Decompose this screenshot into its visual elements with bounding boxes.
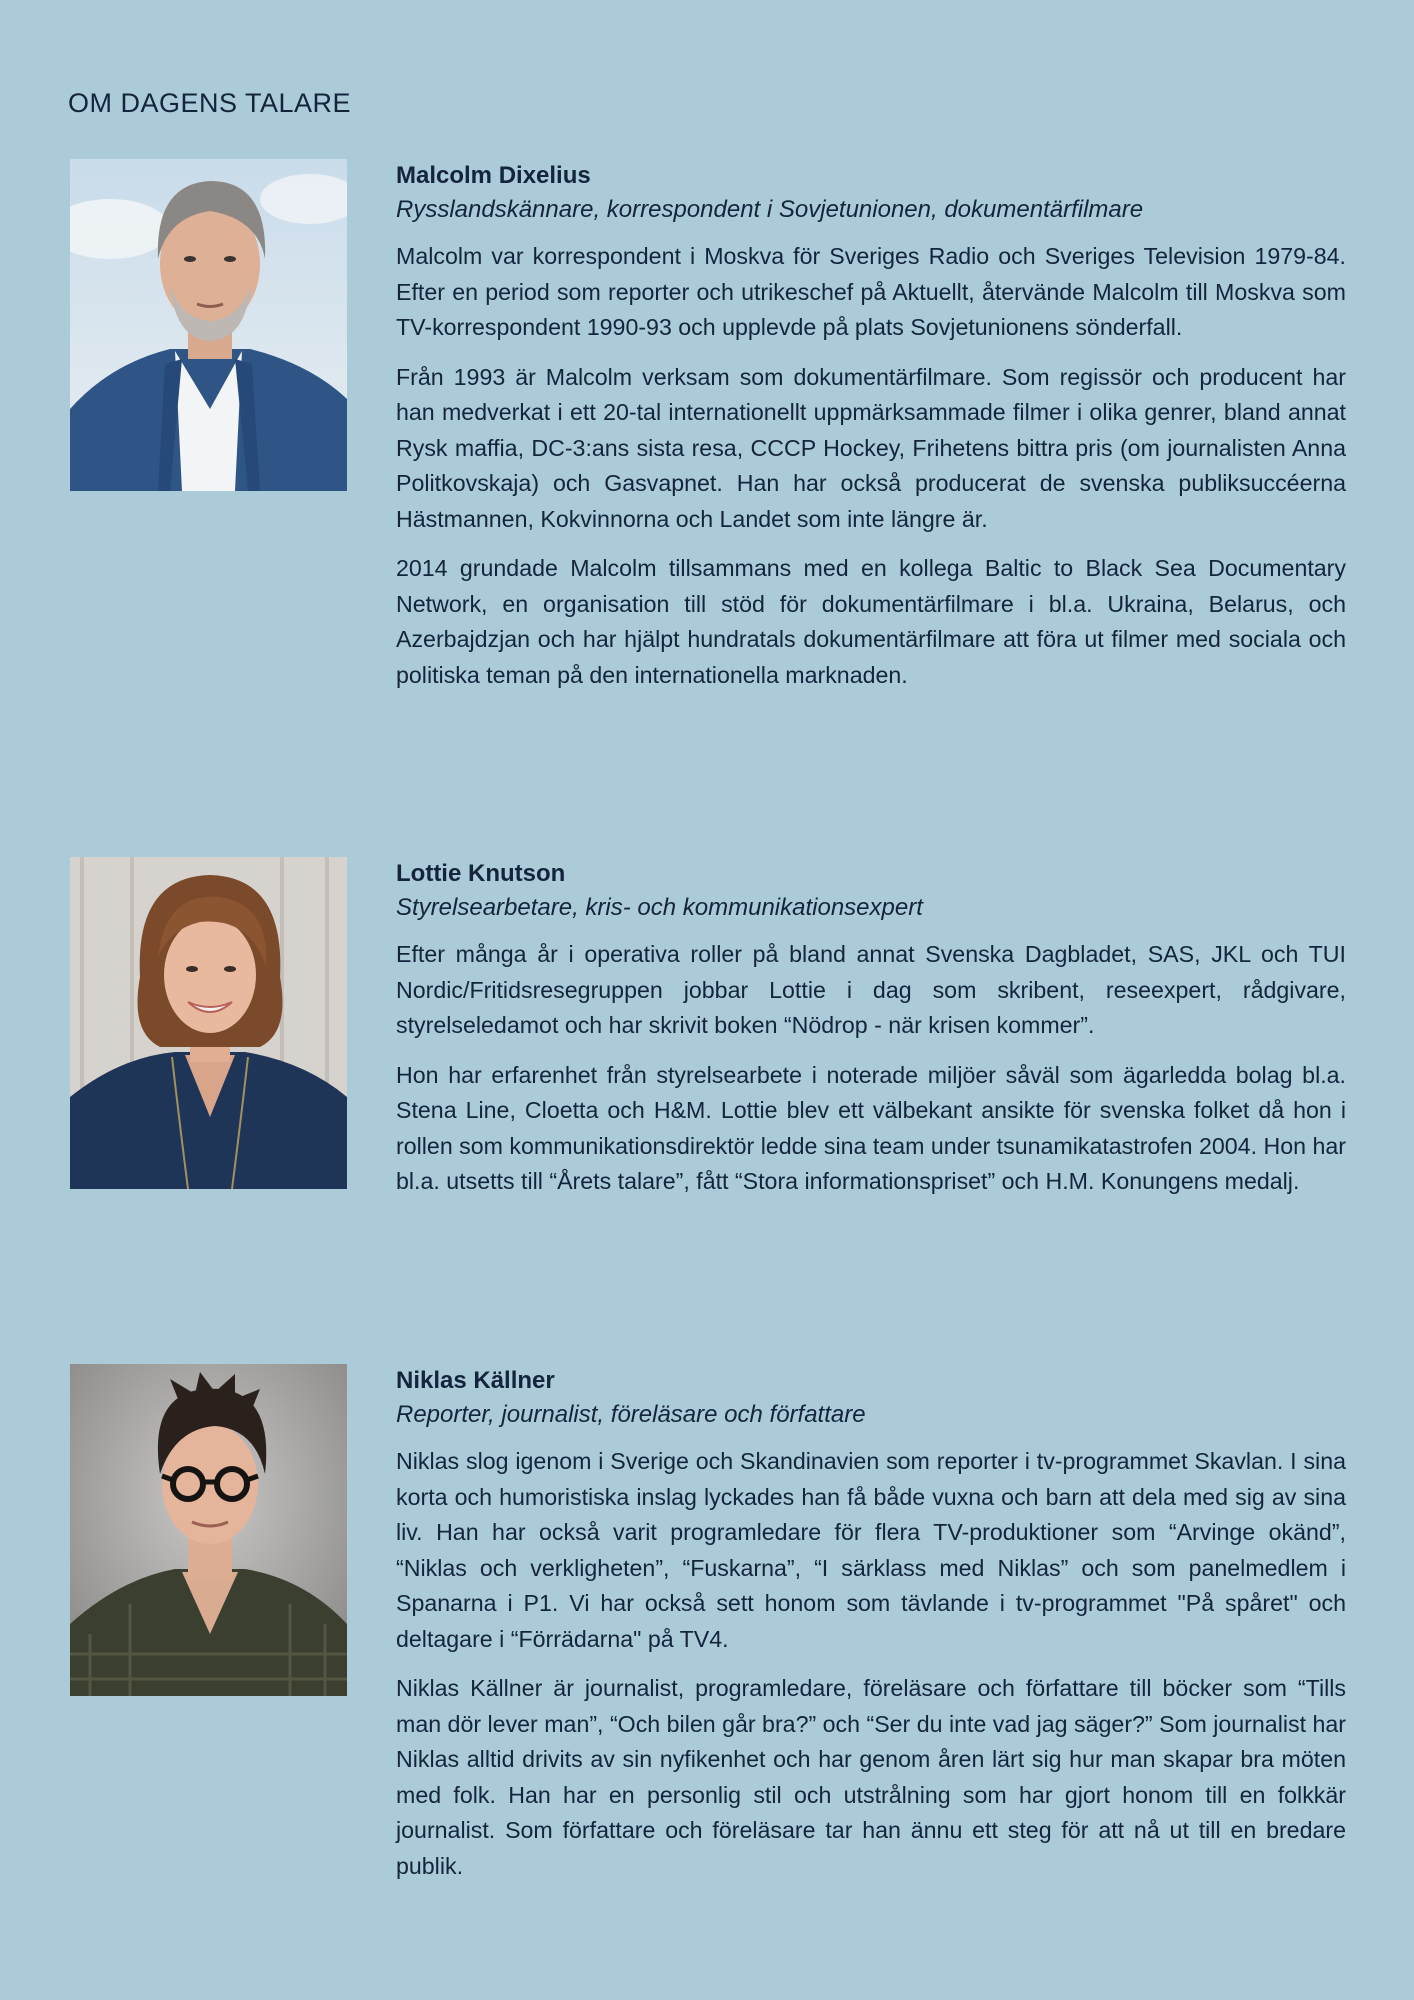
speaker-role: Styrelsearbetare, kris- och kommunikationsexpert	[396, 894, 923, 921]
bio-paragraph: Malcolm var korrespondent i Moskva för Sveriges Radio och Sveriges Television 1979-84. Efter en period som reporter och utrikeschef på Aktuellt, återvände Malcolm till Moskva som TV-korrespondent 1990-93 och upplevde på plats Sovjetunionens sönderfall.	[396, 243, 1346, 340]
bio-paragraph: Hon har erfarenhet från styrelsearbete i noterade miljöer såväl som ägarledda bolag bl.a. Stena Line, Cloetta och H&M. Lottie blev ett välbekant ansikte för svenska folket då hon i rollen som kommunikationsdirektör ledde sina team under tsunamikatastrofen 2004. Hon har bl.a. utsetts till “Årets talare”, fått “Stora informationspriset” och H.M. Konungens medalj.	[396, 1061, 1346, 1194]
portrait-man-glasses-image	[70, 1364, 347, 1696]
bio-paragraph: Niklas Källner är journalist, programledare, föreläsare och författare till böcker som “Tills man dör lever man”, “Och bilen går bra?” och “Ser du inte vad jag säger?” Som journalist har Niklas alltid drivits av sin nyfikenhet och har genom åren lärt sig hur man skapar bra möten med folk. Han har en personlig stil och utstrålning som har gjort honom till en folkkär journalist. Som författare och föreläsare tar han ännu ett steg för att nå ut till en bredare publik.	[396, 1675, 1346, 1879]
speaker-photo	[70, 159, 347, 491]
bio-paragraph: Från 1993 är Malcolm verksam som dokumentärfilmare. Som regissör och producent har han medverkat i ett 20-tal internationellt uppmärksammade filmer i olika genrer, bland annat Rysk maffia, DC-3:ans sista resa, CCCP Hockey, Frihetens bittra pris (om journalisten Anna Politkovskaja) och Gasvapnet. Han har också producerat de svenska publiksuccéerna Hästmannen, Kokvinnorna och Landet som inte längre är.	[396, 363, 1346, 532]
speaker-text	[396, 1364, 1346, 1898]
bio-paragraph: Efter många år i operativa roller på bland annat Svenska Dagbladet, SAS, JKL och TUI Nordic/Fritidsresegruppen jobbar Lottie i dag som skribent, reseexpert, rådgivare, styrelseledamot och har skrivit boken “Nödrop - när krisen kommer”.	[396, 941, 1346, 1038]
speaker-name: Lottie Knutson	[396, 860, 566, 887]
speaker-role: Rysslandskännare, korrespondent i Sovjetunionen, dokumentärfilmare	[396, 196, 1144, 223]
speaker-text	[396, 857, 1346, 1214]
speaker-name: Malcolm Dixelius	[396, 162, 591, 189]
speaker-photo	[70, 857, 347, 1189]
bio-paragraph: 2014 grundade Malcolm tillsammans med en kollega Baltic to Black Sea Documentary Network, en organisation till stöd för dokumentärfilmare i bl.a. Ukraina, Belarus, och Azerbajdzjan och har hjälpt hundratals dokumentärfilmare att föra ut filmer med sociala och politiska teman på den internationella marknaden.	[396, 555, 1346, 688]
speaker-photo	[70, 1364, 347, 1696]
page-title: OM DAGENS TALARE	[68, 88, 352, 118]
speaker-name: Niklas Källner	[396, 1367, 555, 1394]
speaker-text	[396, 159, 1346, 707]
portrait-woman-brown-hair-image	[70, 857, 347, 1189]
portrait-man-grey-beard-image	[70, 159, 347, 491]
speaker-role: Reporter, journalist, föreläsare och författare	[396, 1401, 866, 1428]
bio-paragraph: Niklas slog igenom i Sverige och Skandinavien som reporter i tv-programmet Skavlan. I sina korta och humoristiska inslag lyckades han få både vuxna och barn att dela med sig av sina liv. Han har också varit programledare för flera TV-produktioner som “Arvinge okänd”, “Niklas och verkligheten”, “Fuskarna”, “I särklass med Niklas” och som panelmedlem i Spanarna i P1. Vi har också sett honom som tävlande i tv-programmet "På spåret" och deltagare i “Förrädarna" på TV4.	[396, 1448, 1346, 1652]
